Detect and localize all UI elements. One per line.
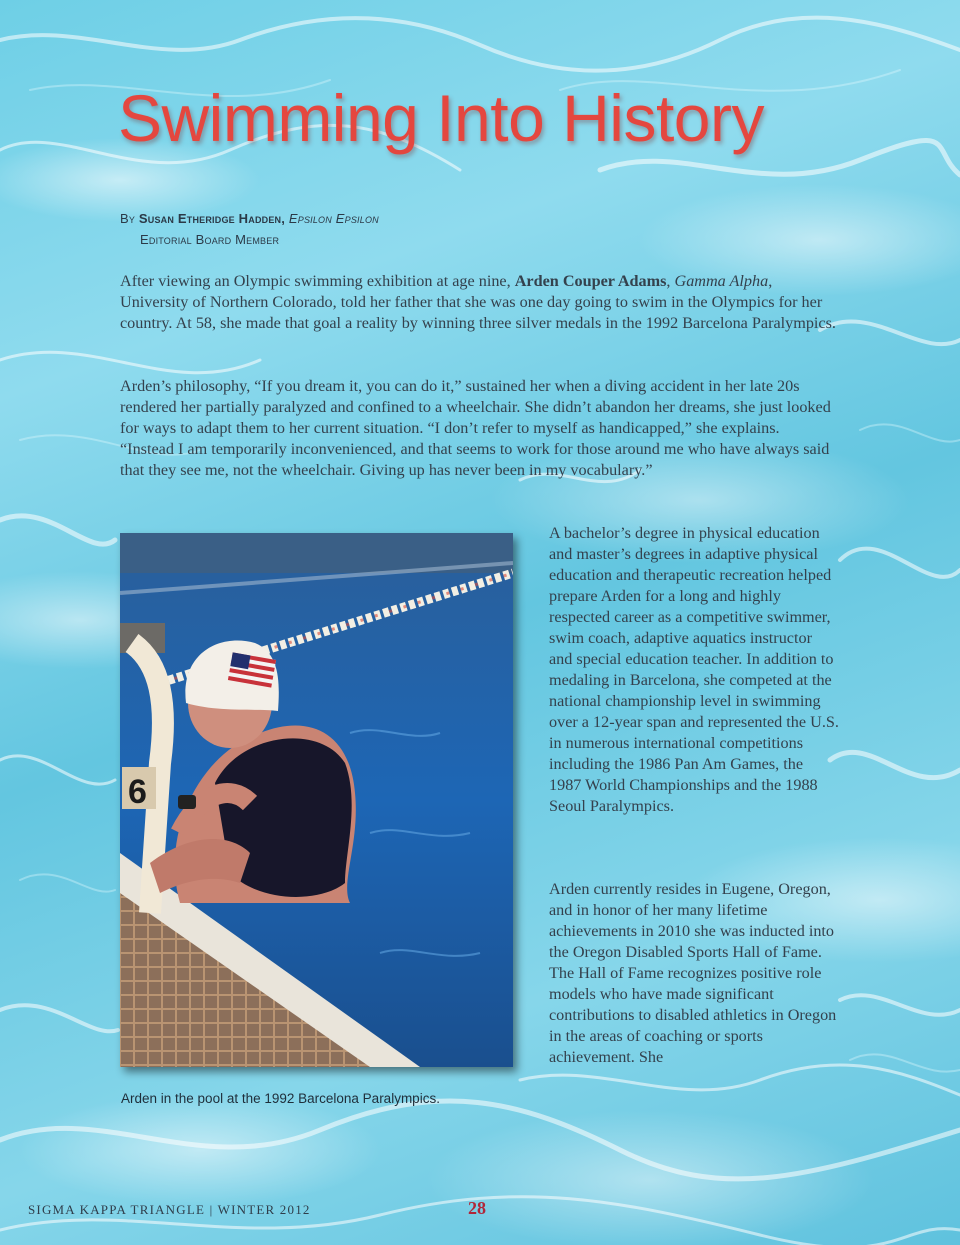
paragraph-intro: [120, 271, 836, 334]
intro-chapter: Gamma Alpha: [674, 272, 769, 290]
byline-role: Editorial Board Member: [140, 232, 280, 247]
byline-prefix: By: [120, 211, 136, 226]
intro-comma: ,: [666, 272, 675, 290]
intro-name: Arden Couper Adams: [514, 272, 667, 290]
page-number: 28: [468, 1198, 486, 1218]
byline: [120, 208, 379, 250]
footer-publication: SIGMA KAPPA TRIANGLE | WINTER 2012: [28, 1202, 311, 1217]
paragraph-career: A bachelor’s degree in physical education and master’s degrees in adaptive physical education and therapeutic recreation helped prepare Arden for a long and highly respected career as a competitive swimmer, swim coach, adaptive aquatics instructor and special education teacher. In addition to medaling in Barcelona, she competed at the national championship level in swimming over a 12-year span and represented the U.S. in numerous international competitions including the 1986 Pan Am Games, the 1987 World Championships and the 1988 Seoul Paralympics.: [549, 524, 839, 815]
byline-author: Susan Etheridge Hadden,: [138, 211, 286, 226]
lane-number: 6: [128, 773, 147, 811]
intro-lead: After viewing an Olympic swimming exhibition at age nine,: [120, 272, 515, 290]
intro-rest: , University of Northern Colorado, told her father that she was one day going to swim in the Olympics for her country. At 58, she made that goal a reality by winning three silver medals in the 1992 Barcelona Paralympics.: [120, 272, 836, 332]
photo-caption: Arden in the pool at the 1992 Barcelona Paralympics.: [121, 1091, 440, 1106]
paragraph-hall-of-fame: Arden currently resides in Eugene, Oregon, and in honor of her many lifetime achievements in 2010 she was inducted into the Oregon Disabled Sports Hall of Fame. The Hall of Fame recognizes positive role models who have made significant contributions to disabled athletics in Oregon in the areas of coaching or sports achievement. She: [549, 880, 837, 1066]
article-title: Swimming Into History: [118, 81, 764, 155]
paragraph-philosophy: Arden’s philosophy, “If you dream it, you can do it,” sustained her when a diving accident in her late 20s rendered her partially paralyzed and confined to a wheelchair. She didn’t abandon her dreams, she just looked for ways to adapt them to her current situation. “I don’t refer to myself as handicapped,” she explains. “Instead I am temporarily inconvenienced, and that seems to work for those around me who have always said that they see me, not the wheelchair. Giving up has never been in my vocabulary.”: [120, 377, 831, 479]
pool-photo: [120, 533, 513, 1067]
byline-chapter: Epsilon Epsilon: [288, 211, 379, 226]
